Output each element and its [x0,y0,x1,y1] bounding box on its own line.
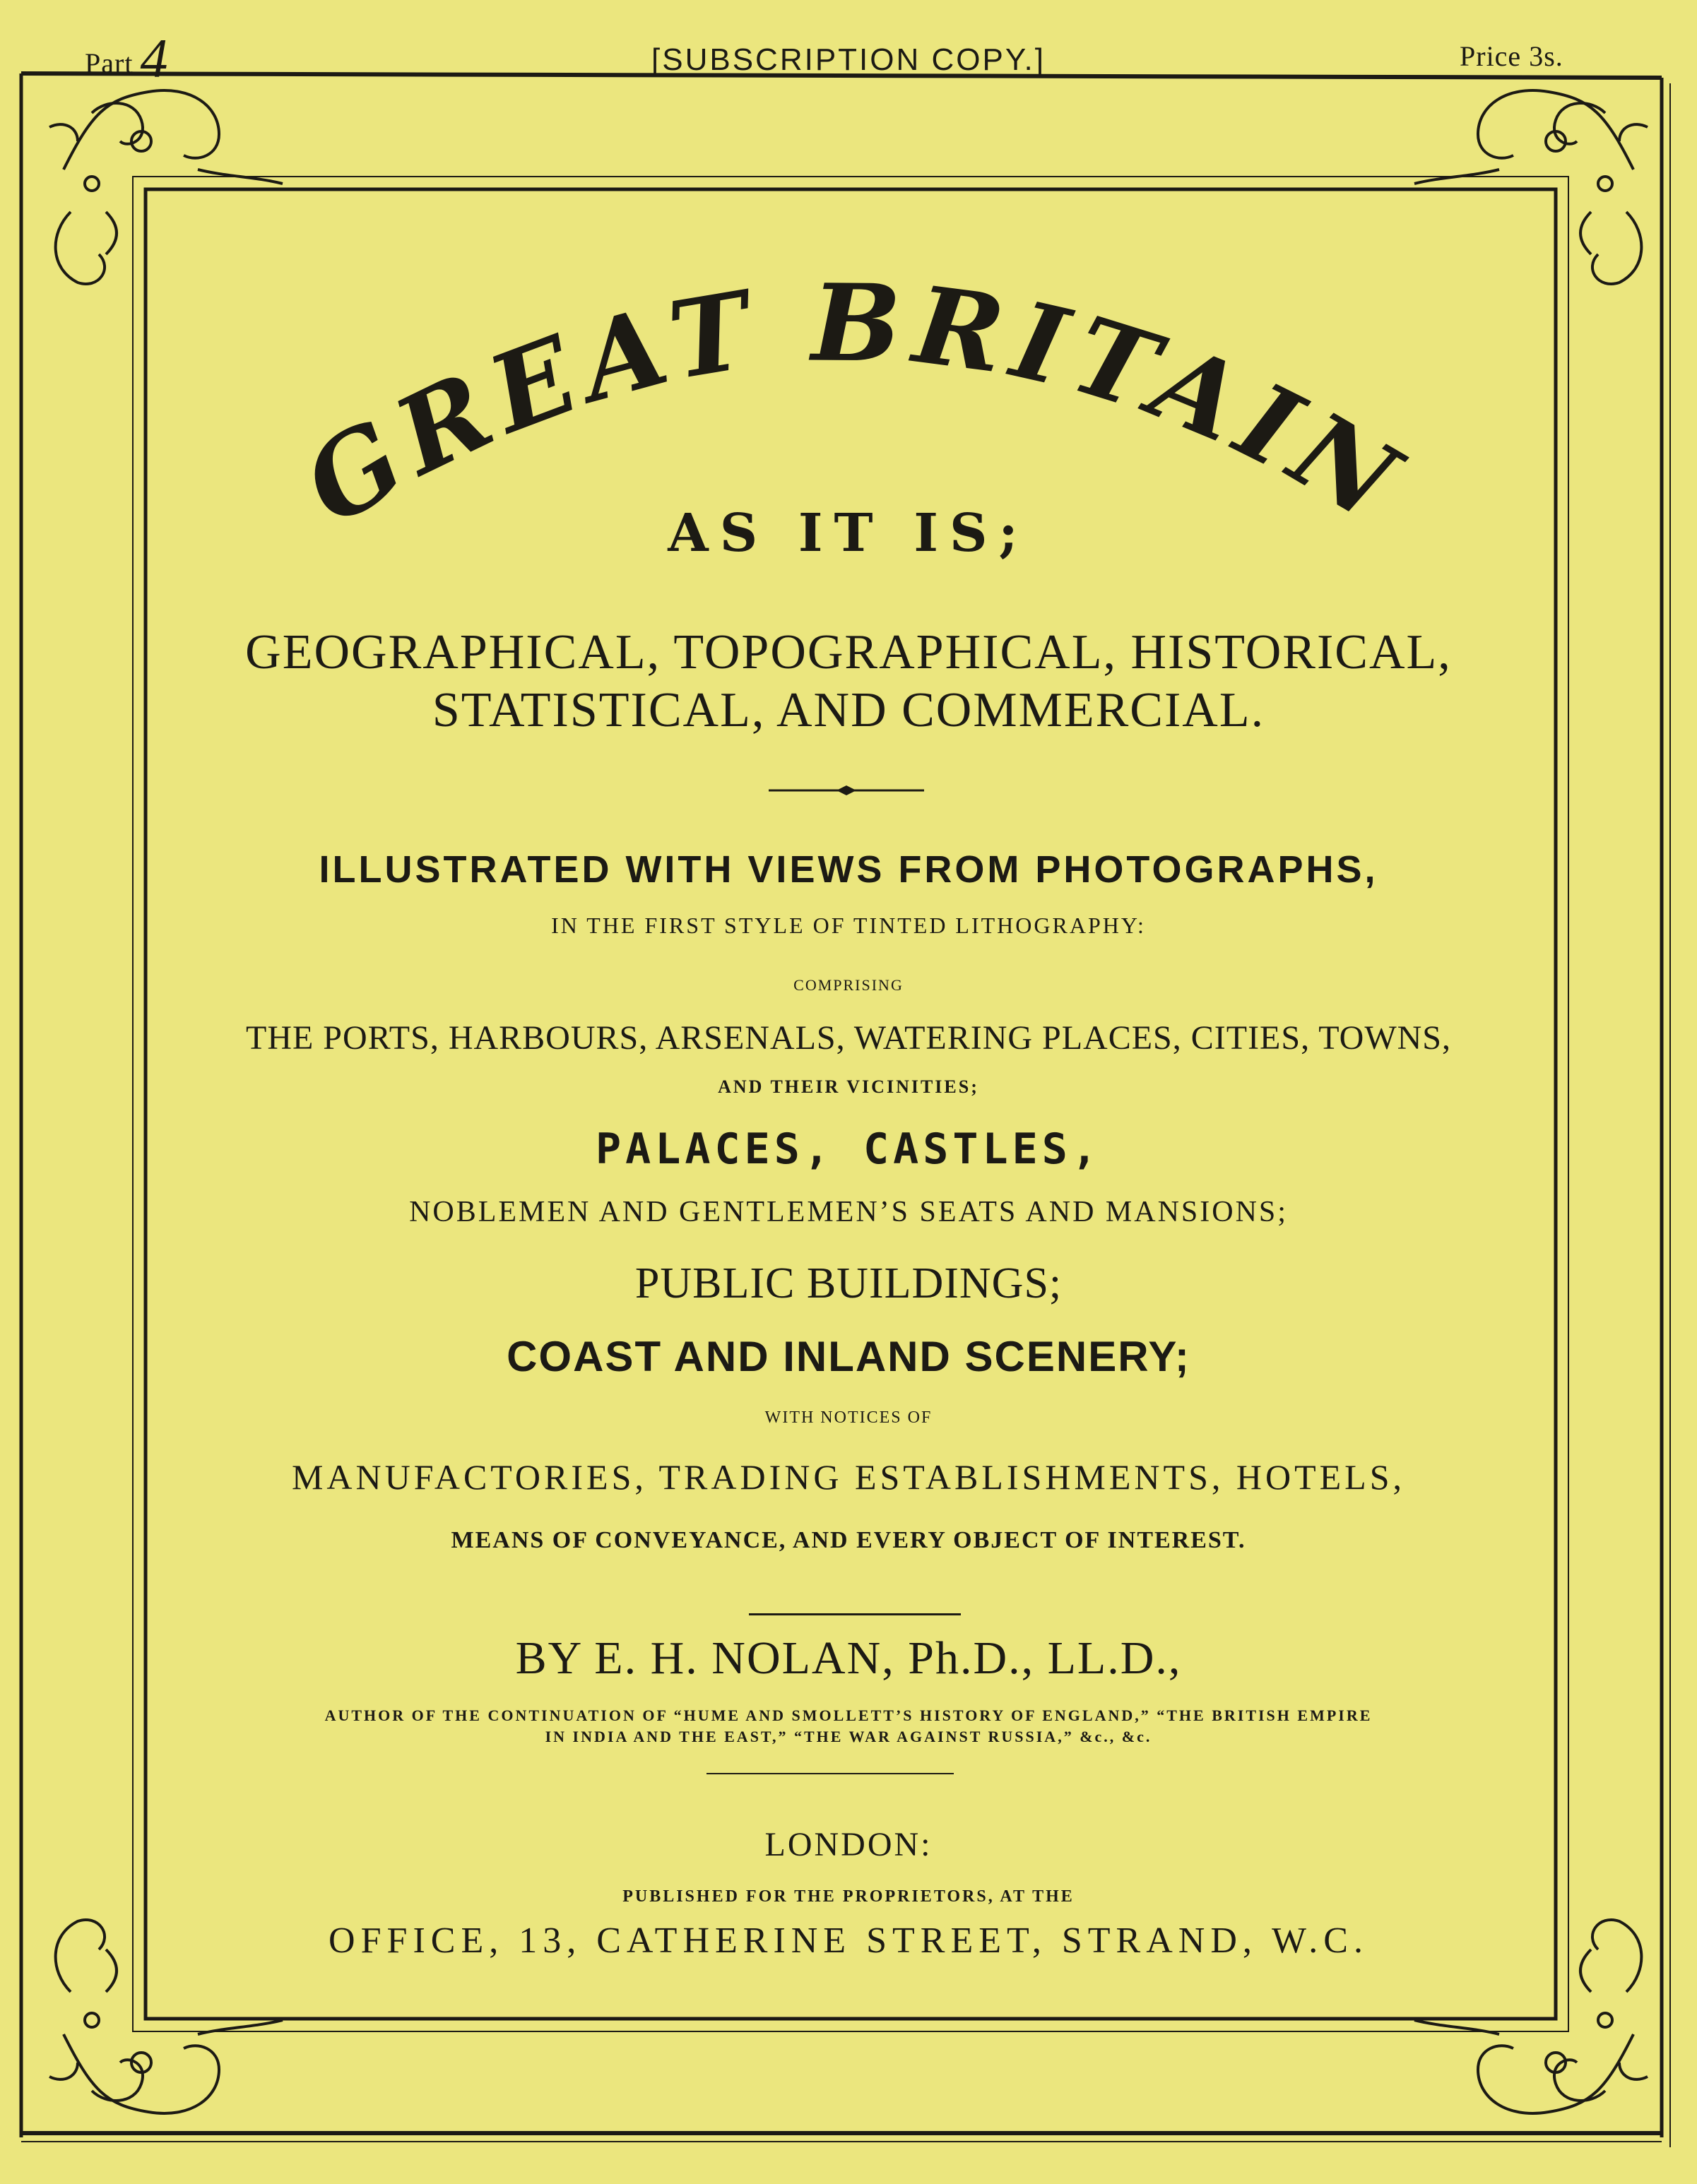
manufactories-line: MANUFACTORIES, TRADING ESTABLISHMENTS, HOTELS, [291,1457,1406,1497]
part-number-handwritten: 4 [140,28,169,89]
vicinities-line: AND THEIR VICINITIES; [718,1076,979,1097]
imprint-office-address: OFFICE, 13, CATHERINE STREET, STRAND, W.C. [329,1921,1368,1961]
coast-heading: COAST AND INLAND SCENERY; [507,1333,1190,1380]
means-line: MEANS OF CONVEYANCE, AND EVERY OBJECT OF INTEREST. [451,1527,1246,1553]
imprint-city: LONDON: [764,1826,933,1863]
part-label-text: Part [85,47,134,79]
price-label: Price 3s. [1460,40,1563,72]
author-note-line-2: IN INDIA AND THE EAST,” “THE WAR AGAINST RUSSIA,” &c., &c. [545,1728,1152,1745]
illustrated-heading: ILLUSTRATED WITH VIEWS FROM PHOTOGRAPHS, [319,848,1378,891]
subtitle-line-2: STATISTICAL, AND COMMERCIAL. [432,683,1265,737]
comprising-line: COMPRISING [793,976,904,994]
author-note-line-1: AUTHOR OF THE CONTINUATION OF “HUME AND SMOLLETT’S HISTORY OF ENGLAND,” “THE BRITISH EMPIRE [324,1707,1373,1724]
great-britain-title-text: GREAT BRITAIN [283,261,1426,550]
palaces-heading: PALACES, CASTLES, [595,1124,1102,1174]
public-buildings-line: PUBLIC BUILDINGS; [634,1259,1063,1307]
subscription-label: [SUBSCRIPTION COPY.] [651,42,1046,77]
corner-ornament-top-left [49,90,283,284]
with-notices-line: WITH NOTICES OF [764,1408,933,1427]
noblemen-line: NOBLEMEN AND GENTLEMEN’S SEATS AND MANSIONS; [409,1196,1288,1228]
diamond-divider [769,780,924,801]
author-byline: BY E. H. NOLAN, Ph.D., LL.D., [515,1632,1182,1684]
as-it-is-heading: AS IT IS; [668,503,1029,564]
corner-ornament-top-right [1414,90,1648,284]
subtitle-line-1: GEOGRAPHICAL, TOPOGRAPHICAL, HISTORICAL, [245,625,1452,679]
author-divider-bottom [706,1773,954,1774]
author-divider-top [749,1613,961,1615]
first-style-line: IN THE FIRST STYLE OF TINTED LITHOGRAPHY: [551,913,1146,938]
ports-line: THE PORTS, HARBOURS, ARSENALS, WATERING PLACES, CITIES, TOWNS, [246,1019,1451,1057]
imprint-published-line: PUBLISHED FOR THE PROPRIETORS, AT THE [622,1887,1075,1906]
